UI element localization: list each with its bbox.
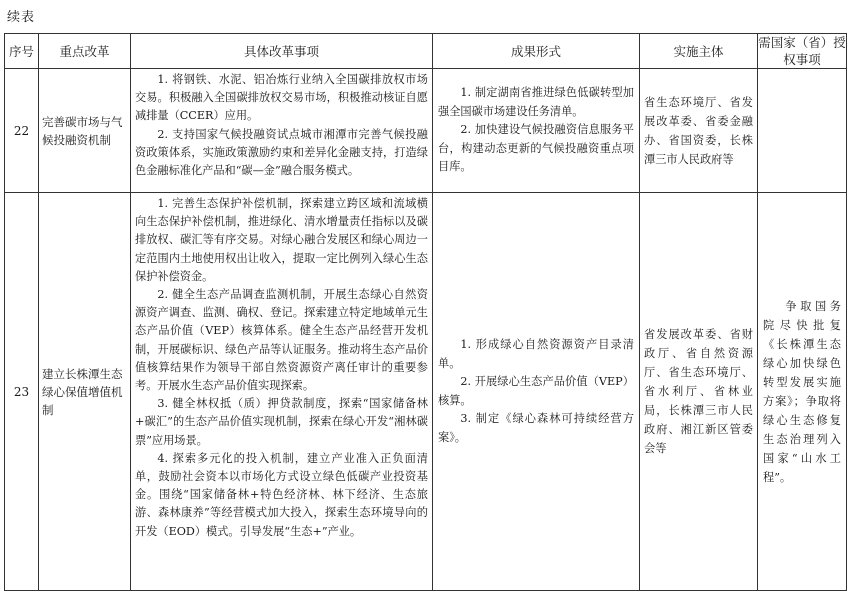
- measures-cell: [131, 193, 433, 591]
- header-body: 实施主体: [640, 34, 758, 69]
- authorization-text: 争取国务院尽快批复《长株潭生态绿心加快绿色转型发展实施方案》；争取将绿心生态修复生态治理列入国家“山水工程”。: [763, 299, 841, 484]
- measure-item: 2. 健全生态产品调查监测机制，开展生态绿心自然资源资产调查、监测、确权、登记。探索建立特定地域单元生态产品价值（VEP）核算体系。健全生态产品经营开发机制，开展碳标识、绿色产品等认证服务。推动将生态产品价值核算结果作为领导干部自然资源资产离任审计的重要参考。开展水生态产品价值实现探索。: [135, 288, 428, 393]
- header-authorization: 需国家（省）授权事项: [758, 35, 846, 67]
- table-row: [5, 69, 847, 193]
- measure-item: 1. 将钢铁、水泥、铝冶炼行业纳入全国碳排放权市场交易。积极融入全国碳排放权交易市场，积极推动核证自愿减排量（CCER）应用。: [135, 73, 428, 123]
- table-row: [5, 193, 847, 591]
- implementing-body: 省生态环境厅、省发展改革委、省委金融办、省国资委，长株潭三市人民政府等: [640, 69, 758, 193]
- result-item: 3. 制定《绿心森林可持续经营方案》。: [438, 412, 634, 444]
- row-number: 23: [5, 193, 39, 591]
- reform-table: [4, 33, 847, 591]
- result-item: 1. 形成绿心自然资源资产目录清单。: [438, 338, 634, 370]
- result-item: 2. 开展绿心生态产品价值（VEP）核算。: [438, 375, 634, 407]
- results-cell: [433, 193, 640, 591]
- table-caption: 续表: [7, 10, 36, 25]
- reform-name: 完善碳市场与气候投融资机制: [39, 69, 131, 193]
- header-results: 成果形式: [433, 34, 640, 69]
- header-measures: 具体改革事项: [131, 34, 433, 69]
- header-no: 序号: [5, 34, 39, 69]
- measure-item: 2. 支持国家气候投融资试点城市湘潭市完善气候投融资政策体系，实施政策激励约束和差异化金融支持，打造绿色金融标准化产品和“碳—金”融合服务模式。: [135, 127, 428, 178]
- implementing-body: 省发展改革委、省财政厅、省自然资源厅、省生态环境厅、省水利厅、省林业局，长株潭三市人民政府、湘江新区管委会等: [640, 193, 758, 591]
- measure-item: 3. 健全林权抵（质）押贷款制度，探索“国家储备林+碳汇”的生态产品价值实现机制，探索在绿心开发“湘林碳票”应用场景。: [135, 397, 428, 447]
- authorization-cell: [758, 193, 847, 591]
- authorization-cell: [758, 69, 847, 193]
- result-item: 2. 加快建设气候投融资信息服务平台，构建动态更新的气候投融资重点项目库。: [438, 123, 634, 174]
- header-reform: 重点改革: [39, 34, 131, 69]
- row-number: 22: [5, 69, 39, 193]
- result-item: 1. 制定湖南省推进绿色低碳转型加强全国碳市场建设任务清单。: [438, 86, 634, 118]
- reform-name: 建立长株潭生态绿心保值增值机制: [39, 193, 131, 591]
- measures-cell: [131, 69, 433, 193]
- results-cell: [433, 69, 640, 193]
- measure-item: 4. 探索多元化的投入机制，建立产业准入正负面清单，鼓励社会资本以市场化方式设立绿色低碳产业投资基金。围绕“国家储备林+特色经济林、林下经济、生态旅游、森林康养”等经营模式加大投入，探索生态环境导向的开发（EOD）模式。引导发展“生态+”产业。: [135, 451, 428, 538]
- header-row: [5, 34, 847, 69]
- measure-item: 1. 完善生态保护补偿机制，探索建立跨区域和流域横向生态保护补偿机制，推进绿化、清水增量责任指标以及碳排放权、碳汇等有序交易。对绿心融合发展区和绿心周边一定范围内土地使用权出让收入，提取一定比例列入绿心生态保护补偿资金。: [135, 197, 428, 283]
